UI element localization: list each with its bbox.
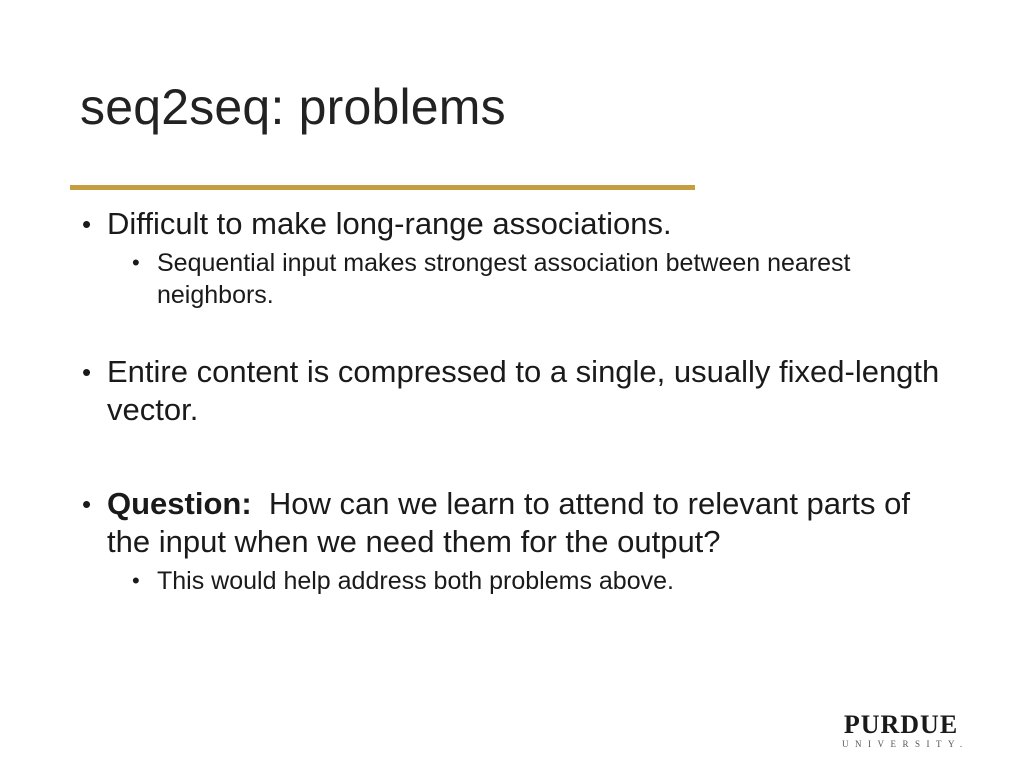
bullet-item-1 xyxy=(80,205,960,311)
slide-body xyxy=(80,205,960,597)
sub-bullet-list-3 xyxy=(107,565,960,597)
logo-wordmark: PURDUE xyxy=(843,710,959,739)
bullet-item-2 xyxy=(80,353,960,429)
bullet-text-3: How can we learn to attend to relevant parts of the input when we need them for the output? xyxy=(107,486,910,559)
sub-bullet-item-3-1 xyxy=(107,565,960,597)
bullet-list xyxy=(80,205,960,597)
title-divider xyxy=(70,185,695,190)
purdue-logo xyxy=(836,710,969,750)
logo-subtext: UNIVERSITY. xyxy=(842,739,969,749)
question-label: Question: xyxy=(107,486,252,521)
slide-title: seq2seq: problems xyxy=(80,79,506,135)
sub-bullet-text-3-1: This would help address both problems above. xyxy=(157,567,674,595)
bullet-item-3 xyxy=(80,485,960,597)
bullet-text-1: Difficult to make long-range associations. xyxy=(107,206,672,241)
sub-bullet-item-1-1 xyxy=(107,247,960,311)
bullet-text-2: Entire content is compressed to a single, usually fixed-length vector. xyxy=(107,354,940,427)
sub-bullet-text-1-1: Sequential input makes strongest association between nearest neighbors. xyxy=(157,249,851,309)
sub-bullet-list-1 xyxy=(107,247,960,311)
